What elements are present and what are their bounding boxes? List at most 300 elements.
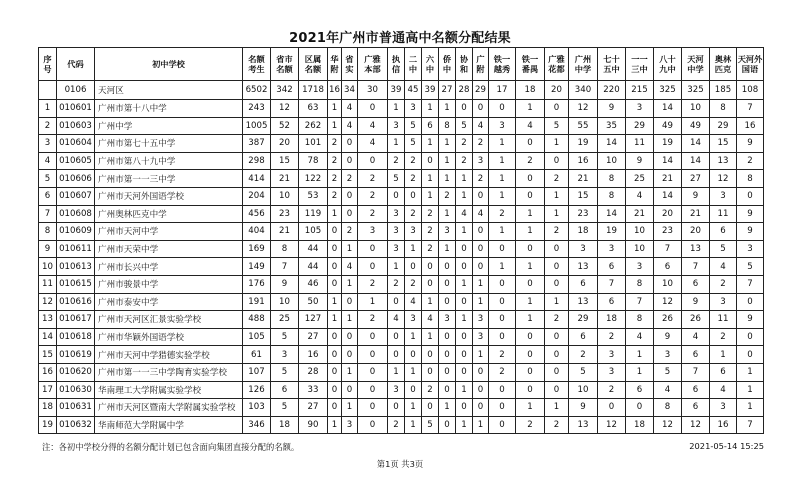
cell-tieyi_panyu: 0 <box>516 135 545 153</box>
cell-huafu: 1 <box>328 100 342 118</box>
cell-tieyi_panyu: 0 <box>516 187 545 205</box>
table-row <box>39 275 764 293</box>
cell-tieyi_yuexiu: 1 <box>489 258 516 276</box>
cell-tianhe_foreign: 5 <box>737 258 764 276</box>
cell-xiehe: 0 <box>456 363 473 381</box>
cell-code: 010601 <box>57 100 95 118</box>
cell-candidates: 1005 <box>243 117 271 135</box>
cell-tieyi_yuexiu: 0 <box>489 328 516 346</box>
cell-code: 010619 <box>57 346 95 364</box>
cell-district_quota: 27 <box>299 328 328 346</box>
cell-school: 天河区 <box>95 81 243 100</box>
cell-tianhe: 325 <box>682 81 710 100</box>
cell-candidates: 488 <box>243 311 271 329</box>
table-row <box>39 311 764 329</box>
cell-code: 010618 <box>57 328 95 346</box>
cell-erzhong: 2 <box>405 152 422 170</box>
cell-qiaozhong: 1 <box>439 399 456 417</box>
cell-huafu: 2 <box>328 152 342 170</box>
cell-tieyi_panyu: 18 <box>516 81 545 100</box>
cell-seq: 7 <box>39 205 57 223</box>
cell-guangya_huadu: 20 <box>545 81 569 100</box>
cell-school: 广州市骏景中学 <box>95 275 243 293</box>
cell-no113: 3 <box>626 100 654 118</box>
cell-no89: 8 <box>654 399 682 417</box>
cell-qiaozhong: 0 <box>439 416 456 434</box>
cell-tieyi_panyu: 2 <box>516 416 545 434</box>
cell-city_quota: 12 <box>271 100 299 118</box>
cell-city_quota: 8 <box>271 240 299 258</box>
cell-erzhong: 0 <box>405 187 422 205</box>
cell-gz_zhongxue: 12 <box>569 100 598 118</box>
cell-liuzhong: 6 <box>422 117 439 135</box>
cell-seq: 19 <box>39 416 57 434</box>
cell-guangya_main: 2 <box>358 187 388 205</box>
cell-no89: 14 <box>654 100 682 118</box>
cell-seq: 10 <box>39 258 57 276</box>
cell-no75: 8 <box>598 170 626 188</box>
cell-liuzhong: 1 <box>422 100 439 118</box>
cell-shengshi: 0 <box>342 293 358 311</box>
cell-tianhe: 7 <box>682 258 710 276</box>
cell-tianhe_foreign: 2 <box>737 152 764 170</box>
cell-olympic: 11 <box>710 205 737 223</box>
footnote: 注：各初中学校分得的名额分配计划已包含面向集团直接分配的名额。 <box>42 442 300 452</box>
cell-guangya_huadu: 0 <box>545 240 569 258</box>
cell-olympic: 2 <box>710 275 737 293</box>
cell-tianhe: 7 <box>682 363 710 381</box>
cell-shengshi: 1 <box>342 240 358 258</box>
page-indicator: 第1页 共3页 <box>376 459 424 469</box>
cell-guangya_main: 4 <box>358 135 388 153</box>
cell-tianhe: 13 <box>682 240 710 258</box>
column-header-school: 初中学校 <box>95 48 243 81</box>
cell-school: 广州奥林匹克中学 <box>95 205 243 223</box>
cell-xiehe: 4 <box>456 205 473 223</box>
cell-qiaozhong: 1 <box>439 205 456 223</box>
cell-tieyi_yuexiu: 0 <box>489 381 516 399</box>
cell-code: 010617 <box>57 311 95 329</box>
cell-shengshi: 1 <box>342 311 358 329</box>
cell-no113: 18 <box>626 416 654 434</box>
cell-zhixin: 0 <box>388 346 405 364</box>
cell-guangya_main: 0 <box>358 240 388 258</box>
cell-no89: 5 <box>654 363 682 381</box>
cell-tieyi_panyu: 0 <box>516 363 545 381</box>
cell-tieyi_yuexiu: 1 <box>489 152 516 170</box>
page-title: 2021年广州市普通高中名额分配结果 <box>289 31 511 46</box>
cell-zhixin: 2 <box>388 275 405 293</box>
cell-tieyi_yuexiu: 17 <box>489 81 516 100</box>
cell-zhixin: 3 <box>388 205 405 223</box>
cell-school: 华南师范大学附属中学 <box>95 416 243 434</box>
cell-school: 广州市天河外国语学校 <box>95 187 243 205</box>
cell-tianhe_foreign: 3 <box>737 240 764 258</box>
cell-district_quota: 53 <box>299 187 328 205</box>
cell-xiehe: 2 <box>456 152 473 170</box>
cell-gz_zhongxue: 10 <box>569 381 598 399</box>
cell-school: 广州市天河区暨南大学附属实验学校 <box>95 399 243 417</box>
cell-tieyi_yuexiu: 1 <box>489 223 516 241</box>
cell-gz_zhongxue: 55 <box>569 117 598 135</box>
cell-tieyi_panyu: 0 <box>516 170 545 188</box>
cell-olympic: 11 <box>710 311 737 329</box>
cell-no89: 12 <box>654 293 682 311</box>
cell-olympic: 29 <box>710 117 737 135</box>
table-row <box>39 117 764 135</box>
column-header-guangya_huadu: 广雅 花都 <box>545 48 569 81</box>
column-header-shengshi: 省 实 <box>342 48 358 81</box>
cell-guangya_huadu: 0 <box>545 258 569 276</box>
cell-liuzhong: 1 <box>422 170 439 188</box>
cell-school: 广州市天河区汇景实验学校 <box>95 311 243 329</box>
cell-guangfu: 29 <box>473 81 489 100</box>
cell-seq: 14 <box>39 328 57 346</box>
cell-xiehe: 1 <box>456 187 473 205</box>
cell-code: 010608 <box>57 205 95 223</box>
cell-shengshi: 0 <box>342 187 358 205</box>
cell-zhixin: 3 <box>388 381 405 399</box>
cell-tieyi_yuexiu: 0 <box>489 100 516 118</box>
cell-district_quota: 262 <box>299 117 328 135</box>
cell-guangya_huadu: 0 <box>545 152 569 170</box>
cell-guangya_main: 2 <box>358 275 388 293</box>
cell-liuzhong: 2 <box>422 381 439 399</box>
cell-code: 0106 <box>57 81 95 100</box>
cell-huafu: 16 <box>328 81 342 100</box>
cell-district_quota: 122 <box>299 170 328 188</box>
cell-qiaozhong: 27 <box>439 81 456 100</box>
cell-seq: 16 <box>39 363 57 381</box>
cell-xiehe: 1 <box>456 170 473 188</box>
cell-tieyi_yuexiu: 1 <box>489 170 516 188</box>
cell-candidates: 176 <box>243 275 271 293</box>
cell-tianhe: 49 <box>682 117 710 135</box>
cell-qiaozhong: 2 <box>439 187 456 205</box>
cell-gz_zhongxue: 13 <box>569 258 598 276</box>
cell-no113: 8 <box>626 311 654 329</box>
table-row <box>39 399 764 417</box>
table-row <box>39 258 764 276</box>
column-header-zhixin: 执 信 <box>388 48 405 81</box>
cell-guangya_main: 30 <box>358 81 388 100</box>
cell-no75: 2 <box>598 381 626 399</box>
cell-no75: 9 <box>598 100 626 118</box>
cell-code: 010609 <box>57 223 95 241</box>
cell-city_quota: 7 <box>271 258 299 276</box>
cell-zhixin: 2 <box>388 152 405 170</box>
table-row <box>39 170 764 188</box>
cell-huafu: 0 <box>328 381 342 399</box>
cell-tieyi_yuexiu: 0 <box>489 275 516 293</box>
cell-no75: 7 <box>598 275 626 293</box>
cell-tianhe: 6 <box>682 346 710 364</box>
cell-district_quota: 44 <box>299 258 328 276</box>
cell-no113: 21 <box>626 205 654 223</box>
cell-city_quota: 20 <box>271 135 299 153</box>
cell-candidates: 103 <box>243 399 271 417</box>
table-row <box>39 135 764 153</box>
cell-liuzhong: 0 <box>422 258 439 276</box>
cell-city_quota: 15 <box>271 152 299 170</box>
cell-no89: 7 <box>654 240 682 258</box>
cell-code: 010620 <box>57 363 95 381</box>
cell-huafu: 1 <box>328 293 342 311</box>
cell-tianhe_foreign: 1 <box>737 399 764 417</box>
district-total-row <box>39 81 764 100</box>
cell-guangya_huadu: 2 <box>545 223 569 241</box>
cell-olympic: 12 <box>710 170 737 188</box>
cell-erzhong: 5 <box>405 117 422 135</box>
cell-qiaozhong: 0 <box>439 346 456 364</box>
cell-district_quota: 28 <box>299 363 328 381</box>
cell-olympic: 4 <box>710 381 737 399</box>
cell-liuzhong: 2 <box>422 223 439 241</box>
cell-code: 010605 <box>57 152 95 170</box>
cell-shengshi: 0 <box>342 346 358 364</box>
cell-guangfu: 3 <box>473 152 489 170</box>
cell-erzhong: 3 <box>405 223 422 241</box>
cell-tieyi_yuexiu: 1 <box>489 135 516 153</box>
cell-tianhe: 9 <box>682 293 710 311</box>
cell-guangya_huadu: 1 <box>545 135 569 153</box>
cell-tianhe: 27 <box>682 170 710 188</box>
cell-huafu: 1 <box>328 117 342 135</box>
cell-qiaozhong: 3 <box>439 311 456 329</box>
cell-guangya_huadu: 1 <box>545 293 569 311</box>
cell-guangya_main: 2 <box>358 170 388 188</box>
cell-seq: 12 <box>39 293 57 311</box>
cell-zhixin: 3 <box>388 240 405 258</box>
cell-shengshi: 4 <box>342 117 358 135</box>
cell-zhixin: 39 <box>388 81 405 100</box>
cell-qiaozhong: 0 <box>439 328 456 346</box>
table-row <box>39 100 764 118</box>
cell-candidates: 456 <box>243 205 271 223</box>
cell-seq: 1 <box>39 100 57 118</box>
cell-no75: 3 <box>598 240 626 258</box>
cell-liuzhong: 1 <box>422 328 439 346</box>
cell-guangya_huadu: 0 <box>545 100 569 118</box>
cell-liuzhong: 0 <box>422 152 439 170</box>
cell-erzhong: 1 <box>405 363 422 381</box>
cell-tieyi_panyu: 0 <box>516 381 545 399</box>
cell-tianhe_foreign: 0 <box>737 328 764 346</box>
cell-olympic: 15 <box>710 135 737 153</box>
table-row <box>39 187 764 205</box>
cell-qiaozhong: 0 <box>439 381 456 399</box>
cell-district_quota: 105 <box>299 223 328 241</box>
cell-xiehe: 1 <box>456 223 473 241</box>
cell-tianhe: 10 <box>682 100 710 118</box>
cell-seq: 9 <box>39 240 57 258</box>
cell-code: 010603 <box>57 117 95 135</box>
cell-guangfu: 0 <box>473 240 489 258</box>
cell-erzhong: 0 <box>405 346 422 364</box>
cell-zhixin: 1 <box>388 363 405 381</box>
cell-olympic: 185 <box>710 81 737 100</box>
cell-tieyi_panyu: 1 <box>516 205 545 223</box>
cell-gz_zhongxue: 29 <box>569 311 598 329</box>
cell-candidates: 346 <box>243 416 271 434</box>
cell-guangya_main: 0 <box>358 328 388 346</box>
cell-huafu: 0 <box>328 258 342 276</box>
cell-city_quota: 21 <box>271 170 299 188</box>
cell-tieyi_panyu: 0 <box>516 275 545 293</box>
cell-tieyi_panyu: 0 <box>516 346 545 364</box>
cell-candidates: 126 <box>243 381 271 399</box>
cell-tieyi_panyu: 4 <box>516 117 545 135</box>
cell-code: 010631 <box>57 399 95 417</box>
cell-city_quota: 5 <box>271 328 299 346</box>
cell-no75: 220 <box>598 81 626 100</box>
cell-no89: 23 <box>654 223 682 241</box>
cell-city_quota: 5 <box>271 363 299 381</box>
cell-tieyi_panyu: 1 <box>516 223 545 241</box>
cell-erzhong: 0 <box>405 258 422 276</box>
cell-no113: 7 <box>626 293 654 311</box>
cell-seq: 2 <box>39 117 57 135</box>
cell-guangfu: 1 <box>473 416 489 434</box>
cell-guangya_main: 2 <box>358 205 388 223</box>
cell-school: 广州市长兴中学 <box>95 258 243 276</box>
cell-guangya_huadu: 0 <box>545 363 569 381</box>
column-header-city_quota: 省市 名额 <box>271 48 299 81</box>
cell-erzhong: 1 <box>405 328 422 346</box>
table-row <box>39 205 764 223</box>
cell-olympic: 13 <box>710 152 737 170</box>
cell-qiaozhong: 0 <box>439 258 456 276</box>
cell-qiaozhong: 3 <box>439 223 456 241</box>
cell-candidates: 6502 <box>243 81 271 100</box>
column-header-no113: 一一 三中 <box>626 48 654 81</box>
cell-city_quota: 6 <box>271 381 299 399</box>
cell-gz_zhongxue: 2 <box>569 346 598 364</box>
cell-tieyi_panyu: 1 <box>516 293 545 311</box>
cell-xiehe: 1 <box>456 416 473 434</box>
cell-shengshi: 0 <box>342 135 358 153</box>
cell-candidates: 191 <box>243 293 271 311</box>
column-header-candidates: 名额 考生 <box>243 48 271 81</box>
cell-district_quota: 63 <box>299 100 328 118</box>
cell-no89: 6 <box>654 258 682 276</box>
table-row <box>39 416 764 434</box>
column-header-no75: 七十 五中 <box>598 48 626 81</box>
cell-shengshi: 1 <box>342 399 358 417</box>
cell-gz_zhongxue: 5 <box>569 363 598 381</box>
cell-guangfu: 0 <box>473 363 489 381</box>
cell-zhixin: 4 <box>388 311 405 329</box>
table-header-row <box>39 48 764 81</box>
cell-no113: 11 <box>626 135 654 153</box>
cell-zhixin: 2 <box>388 416 405 434</box>
cell-candidates: 169 <box>243 240 271 258</box>
cell-huafu: 0 <box>328 363 342 381</box>
cell-xiehe: 0 <box>456 258 473 276</box>
cell-olympic: 16 <box>710 416 737 434</box>
cell-qiaozhong: 0 <box>439 293 456 311</box>
cell-qiaozhong: 1 <box>439 135 456 153</box>
cell-tianhe_foreign: 0 <box>737 293 764 311</box>
table-row <box>39 381 764 399</box>
cell-gz_zhongxue: 6 <box>569 275 598 293</box>
cell-city_quota: 5 <box>271 399 299 417</box>
cell-guangfu: 4 <box>473 117 489 135</box>
cell-erzhong: 2 <box>405 170 422 188</box>
cell-guangya_huadu: 0 <box>545 275 569 293</box>
cell-school: 广州市第一一三中学陶育实验学校 <box>95 363 243 381</box>
cell-tianhe_foreign: 9 <box>737 223 764 241</box>
cell-school: 广州市第十八中学 <box>95 100 243 118</box>
cell-no113: 215 <box>626 81 654 100</box>
cell-guangya_huadu: 2 <box>545 311 569 329</box>
table-row <box>39 240 764 258</box>
cell-qiaozhong: 1 <box>439 240 456 258</box>
cell-olympic: 8 <box>710 100 737 118</box>
cell-code: 010607 <box>57 187 95 205</box>
cell-guangfu: 4 <box>473 205 489 223</box>
cell-tianhe: 6 <box>682 381 710 399</box>
cell-xiehe: 1 <box>456 381 473 399</box>
cell-candidates: 149 <box>243 258 271 276</box>
cell-huafu: 1 <box>328 311 342 329</box>
cell-candidates: 414 <box>243 170 271 188</box>
cell-seq: 13 <box>39 311 57 329</box>
cell-qiaozhong: 1 <box>439 170 456 188</box>
cell-tianhe_foreign: 16 <box>737 117 764 135</box>
cell-no113: 1 <box>626 363 654 381</box>
cell-zhixin: 1 <box>388 135 405 153</box>
cell-candidates: 298 <box>243 152 271 170</box>
cell-guangfu: 2 <box>473 170 489 188</box>
cell-zhixin: 0 <box>388 187 405 205</box>
cell-seq: 18 <box>39 399 57 417</box>
cell-no75: 35 <box>598 117 626 135</box>
cell-shengshi: 0 <box>342 152 358 170</box>
cell-school: 广州市泰安中学 <box>95 293 243 311</box>
cell-xiehe: 2 <box>456 135 473 153</box>
cell-no113: 0 <box>626 399 654 417</box>
cell-qiaozhong: 0 <box>439 363 456 381</box>
cell-gz_zhongxue: 9 <box>569 399 598 417</box>
print-timestamp: 2021-05-14 15:25 <box>689 441 764 451</box>
cell-gz_zhongxue: 16 <box>569 152 598 170</box>
cell-qiaozhong: 1 <box>439 100 456 118</box>
column-header-guangya_main: 广雅 本部 <box>358 48 388 81</box>
cell-tianhe_foreign: 9 <box>737 205 764 223</box>
cell-tianhe_foreign: 0 <box>737 187 764 205</box>
cell-olympic: 3 <box>710 293 737 311</box>
cell-tianhe: 21 <box>682 205 710 223</box>
cell-liuzhong: 0 <box>422 275 439 293</box>
cell-zhixin: 0 <box>388 399 405 417</box>
cell-district_quota: 46 <box>299 275 328 293</box>
cell-guangya_huadu: 2 <box>545 170 569 188</box>
cell-guangya_huadu: 0 <box>545 346 569 364</box>
cell-zhixin: 3 <box>388 117 405 135</box>
cell-code: 010611 <box>57 240 95 258</box>
cell-district_quota: 16 <box>299 346 328 364</box>
cell-no75: 14 <box>598 135 626 153</box>
cell-guangfu: 3 <box>473 311 489 329</box>
cell-huafu: 2 <box>328 170 342 188</box>
cell-tieyi_yuexiu: 2 <box>489 346 516 364</box>
cell-guangfu: 2 <box>473 135 489 153</box>
column-header-no89: 八十 九中 <box>654 48 682 81</box>
cell-tieyi_panyu: 1 <box>516 100 545 118</box>
column-header-gz_zhongxue: 广州 中学 <box>569 48 598 81</box>
cell-no89: 12 <box>654 416 682 434</box>
